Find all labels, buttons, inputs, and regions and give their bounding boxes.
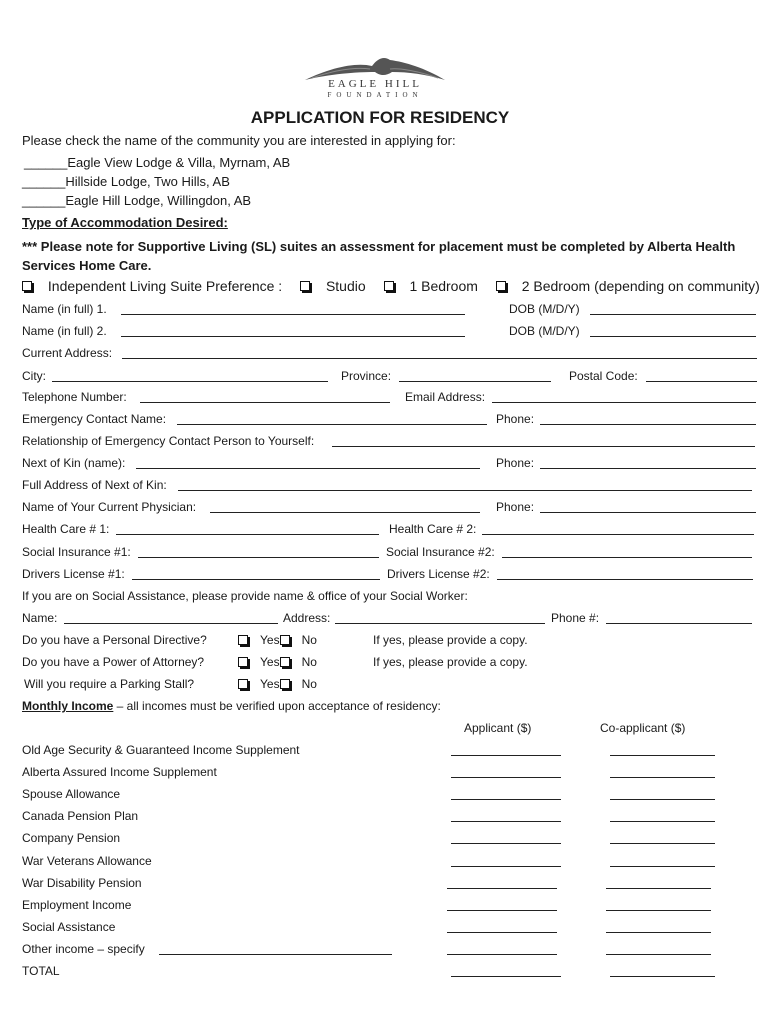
no-label: No: [301, 633, 317, 647]
power-of-attorney-no-checkbox[interactable]: [280, 657, 290, 667]
no-label: No: [301, 677, 317, 691]
address-label: Current Address:: [22, 346, 113, 360]
logo-name: EAGLE HILL: [328, 78, 422, 90]
one-bedroom-label: 1 Bedroom: [409, 278, 478, 294]
co-applicant-income-field[interactable]: [606, 910, 711, 911]
yes-label: Yes: [260, 677, 280, 691]
telephone-label: Telephone Number:: [22, 390, 127, 404]
dob2-label: DOB (M/D/Y): [509, 324, 580, 338]
logo-subtitle: FOUNDATION: [327, 91, 423, 99]
physician-field[interactable]: [210, 512, 480, 513]
name2-label: Name (in full) 2.: [22, 324, 107, 338]
social-worker-phone-field[interactable]: [606, 623, 752, 624]
social-worker-name-field[interactable]: [64, 623, 278, 624]
kin-address-field[interactable]: [178, 490, 752, 491]
sin-2-field[interactable]: [502, 557, 752, 558]
social-worker-phone-label: Phone #:: [551, 611, 600, 625]
parking-stall-yes-checkbox[interactable]: [238, 679, 248, 689]
sin-1-label: Social Insurance #1:: [22, 545, 131, 559]
personal-directive-options: [238, 633, 317, 647]
personal-directive-question: Do you have a Personal Directive?: [22, 633, 207, 647]
postal-field[interactable]: [646, 381, 757, 382]
social-worker-address-field[interactable]: [335, 623, 545, 624]
monthly-income-title: Monthly Income: [22, 699, 114, 713]
income-row-label: TOTAL: [22, 964, 60, 978]
sin-1-field[interactable]: [138, 557, 379, 558]
suite-preference-row: [22, 278, 760, 294]
sin-2-label: Social Insurance #2:: [386, 545, 495, 559]
emergency-phone-field[interactable]: [540, 424, 756, 425]
applicant-income-field[interactable]: [451, 866, 561, 867]
health-care-1-label: Health Care # 1:: [22, 522, 110, 536]
province-field[interactable]: [399, 381, 551, 382]
income-row-label: War Disability Pension: [22, 876, 142, 890]
applicant-income-field[interactable]: [451, 777, 561, 778]
dob1-field[interactable]: [590, 314, 756, 315]
physician-label: Name of Your Current Physician:: [22, 500, 197, 514]
physician-phone-label: Phone:: [496, 500, 535, 514]
emergency-label: Emergency Contact Name:: [22, 412, 167, 426]
telephone-field[interactable]: [140, 402, 390, 403]
yes-label: Yes: [260, 633, 280, 647]
next-of-kin-field[interactable]: [136, 468, 480, 469]
province-label: Province:: [341, 369, 392, 383]
health-care-2-label: Health Care # 2:: [389, 522, 477, 536]
page-title: APPLICATION FOR RESIDENCY: [250, 108, 510, 127]
income-row-label: War Veterans Allowance: [22, 854, 152, 868]
applicant-income-field[interactable]: [447, 954, 557, 955]
income-row-label: Other income – specify: [22, 942, 145, 956]
eagle-hill-logo: [300, 50, 450, 105]
dl-2-label: Drivers License #2:: [387, 567, 490, 581]
monthly-income-heading: [22, 699, 441, 713]
applicant-income-field[interactable]: [451, 976, 561, 977]
name2-field[interactable]: [121, 336, 465, 337]
physician-phone-field[interactable]: [540, 512, 756, 513]
applicant-income-field[interactable]: [451, 843, 561, 844]
co-applicant-income-field[interactable]: [610, 821, 715, 822]
dob2-field[interactable]: [590, 336, 756, 337]
co-applicant-income-field[interactable]: [610, 777, 715, 778]
social-worker-address-label: Address:: [283, 611, 331, 625]
emergency-field[interactable]: [177, 424, 487, 425]
dl-1-field[interactable]: [132, 579, 380, 580]
applicant-income-field[interactable]: [451, 821, 561, 822]
applicant-income-field[interactable]: [447, 910, 557, 911]
city-label: City:: [22, 369, 46, 383]
social-assistance-text: If you are on Social Assistance, please provide name & office of your Social Worker:: [22, 589, 468, 603]
health-care-1-field[interactable]: [116, 534, 379, 535]
suite-preference-label: Independent Living Suite Preference :: [47, 278, 283, 294]
parking-stall-no-checkbox[interactable]: [280, 679, 290, 689]
income-row-label: Company Pension: [22, 831, 121, 845]
applicant-column-header: Applicant ($): [464, 721, 532, 735]
kin-address-label: Full Address of Next of Kin:: [22, 478, 167, 492]
studio-checkbox[interactable]: [300, 281, 310, 291]
co-applicant-income-field[interactable]: [606, 954, 711, 955]
co-applicant-income-field[interactable]: [606, 932, 711, 933]
personal-directive-yes-checkbox[interactable]: [238, 635, 248, 645]
emergency-phone-label: Phone:: [496, 412, 535, 426]
kin-phone-field[interactable]: [540, 468, 756, 469]
yes-label: Yes: [260, 655, 280, 669]
relationship-field[interactable]: [332, 446, 755, 447]
postal-label: Postal Code:: [569, 369, 638, 383]
no-label: No: [301, 655, 317, 669]
personal-directive-note: If yes, please provide a copy.: [373, 633, 528, 647]
other-income-specify-field[interactable]: [159, 954, 392, 955]
kin-phone-label: Phone:: [496, 456, 535, 470]
health-care-2-field[interactable]: [482, 534, 754, 535]
relationship-label: Relationship of Emergency Contact Person to Yourself:: [22, 434, 315, 448]
studio-label: Studio: [325, 278, 366, 294]
two-bedroom-label: 2 Bedroom (depending on community): [521, 278, 760, 294]
two-bedroom-checkbox[interactable]: [496, 281, 506, 291]
power-of-attorney-options: [238, 655, 317, 669]
email-field[interactable]: [492, 402, 756, 403]
applicant-income-field[interactable]: [451, 799, 561, 800]
parking-stall-question: Will you require a Parking Stall?: [24, 677, 195, 691]
co-applicant-income-field[interactable]: [610, 755, 715, 756]
co-applicant-income-field[interactable]: [610, 799, 715, 800]
co-applicant-income-field[interactable]: [610, 976, 715, 977]
address-field[interactable]: [122, 358, 757, 359]
income-row-label: Social Assistance: [22, 920, 116, 934]
income-row-label: Spouse Allowance: [22, 787, 121, 801]
intro-text: Please check the name of the community you are interested in applying for:: [22, 133, 456, 148]
parking-stall-options: [238, 677, 317, 691]
personal-directive-no-checkbox[interactable]: [280, 635, 290, 645]
city-field[interactable]: [52, 381, 328, 382]
income-row-label: Canada Pension Plan: [22, 809, 139, 823]
name1-label: Name (in full) 1.: [22, 302, 107, 316]
income-row-label: Employment Income: [22, 898, 132, 912]
dob1-label: DOB (M/D/Y): [509, 302, 580, 316]
applicant-income-field[interactable]: [451, 755, 561, 756]
community-option-1[interactable]: ______Eagle View Lodge & Villa, Myrnam, AB: [24, 155, 291, 170]
income-row-label: Alberta Assured Income Supplement: [22, 765, 217, 779]
next-of-kin-label: Next of Kin (name):: [22, 456, 126, 470]
co-applicant-income-field[interactable]: [606, 888, 711, 889]
one-bedroom-checkbox[interactable]: [384, 281, 394, 291]
sl-note: *** Please note for Supportive Living (SL) suites an assessment for placement must be completed by Alberta Health Services Home Care.: [22, 239, 736, 273]
suite-checkbox-icon: [22, 281, 32, 291]
monthly-income-note: – all incomes must be verified upon acceptance of residency:: [113, 699, 441, 713]
social-worker-name-label: Name:: [22, 611, 58, 625]
email-label: Email Address:: [405, 390, 486, 404]
community-option-3[interactable]: ______Eagle Hill Lodge, Willingdon, AB: [22, 193, 252, 208]
accommodation-heading: Type of Accommodation Desired:: [22, 215, 228, 230]
community-option-2[interactable]: ______Hillside Lodge, Two Hills, AB: [22, 174, 230, 189]
co-applicant-income-field[interactable]: [610, 843, 715, 844]
dl-2-field[interactable]: [497, 579, 753, 580]
power-of-attorney-question: Do you have a Power of Attorney?: [22, 655, 205, 669]
applicant-income-field[interactable]: [447, 888, 557, 889]
co-applicant-income-field[interactable]: [610, 866, 715, 867]
power-of-attorney-note: If yes, please provide a copy.: [373, 655, 528, 669]
applicant-income-field[interactable]: [447, 932, 557, 933]
dl-1-label: Drivers License #1:: [22, 567, 125, 581]
co-applicant-column-header: Co-applicant ($): [600, 721, 686, 735]
income-row-label: Old Age Security & Guaranteed Income Supplement: [22, 743, 300, 757]
name1-field[interactable]: [121, 314, 465, 315]
power-of-attorney-yes-checkbox[interactable]: [238, 657, 248, 667]
